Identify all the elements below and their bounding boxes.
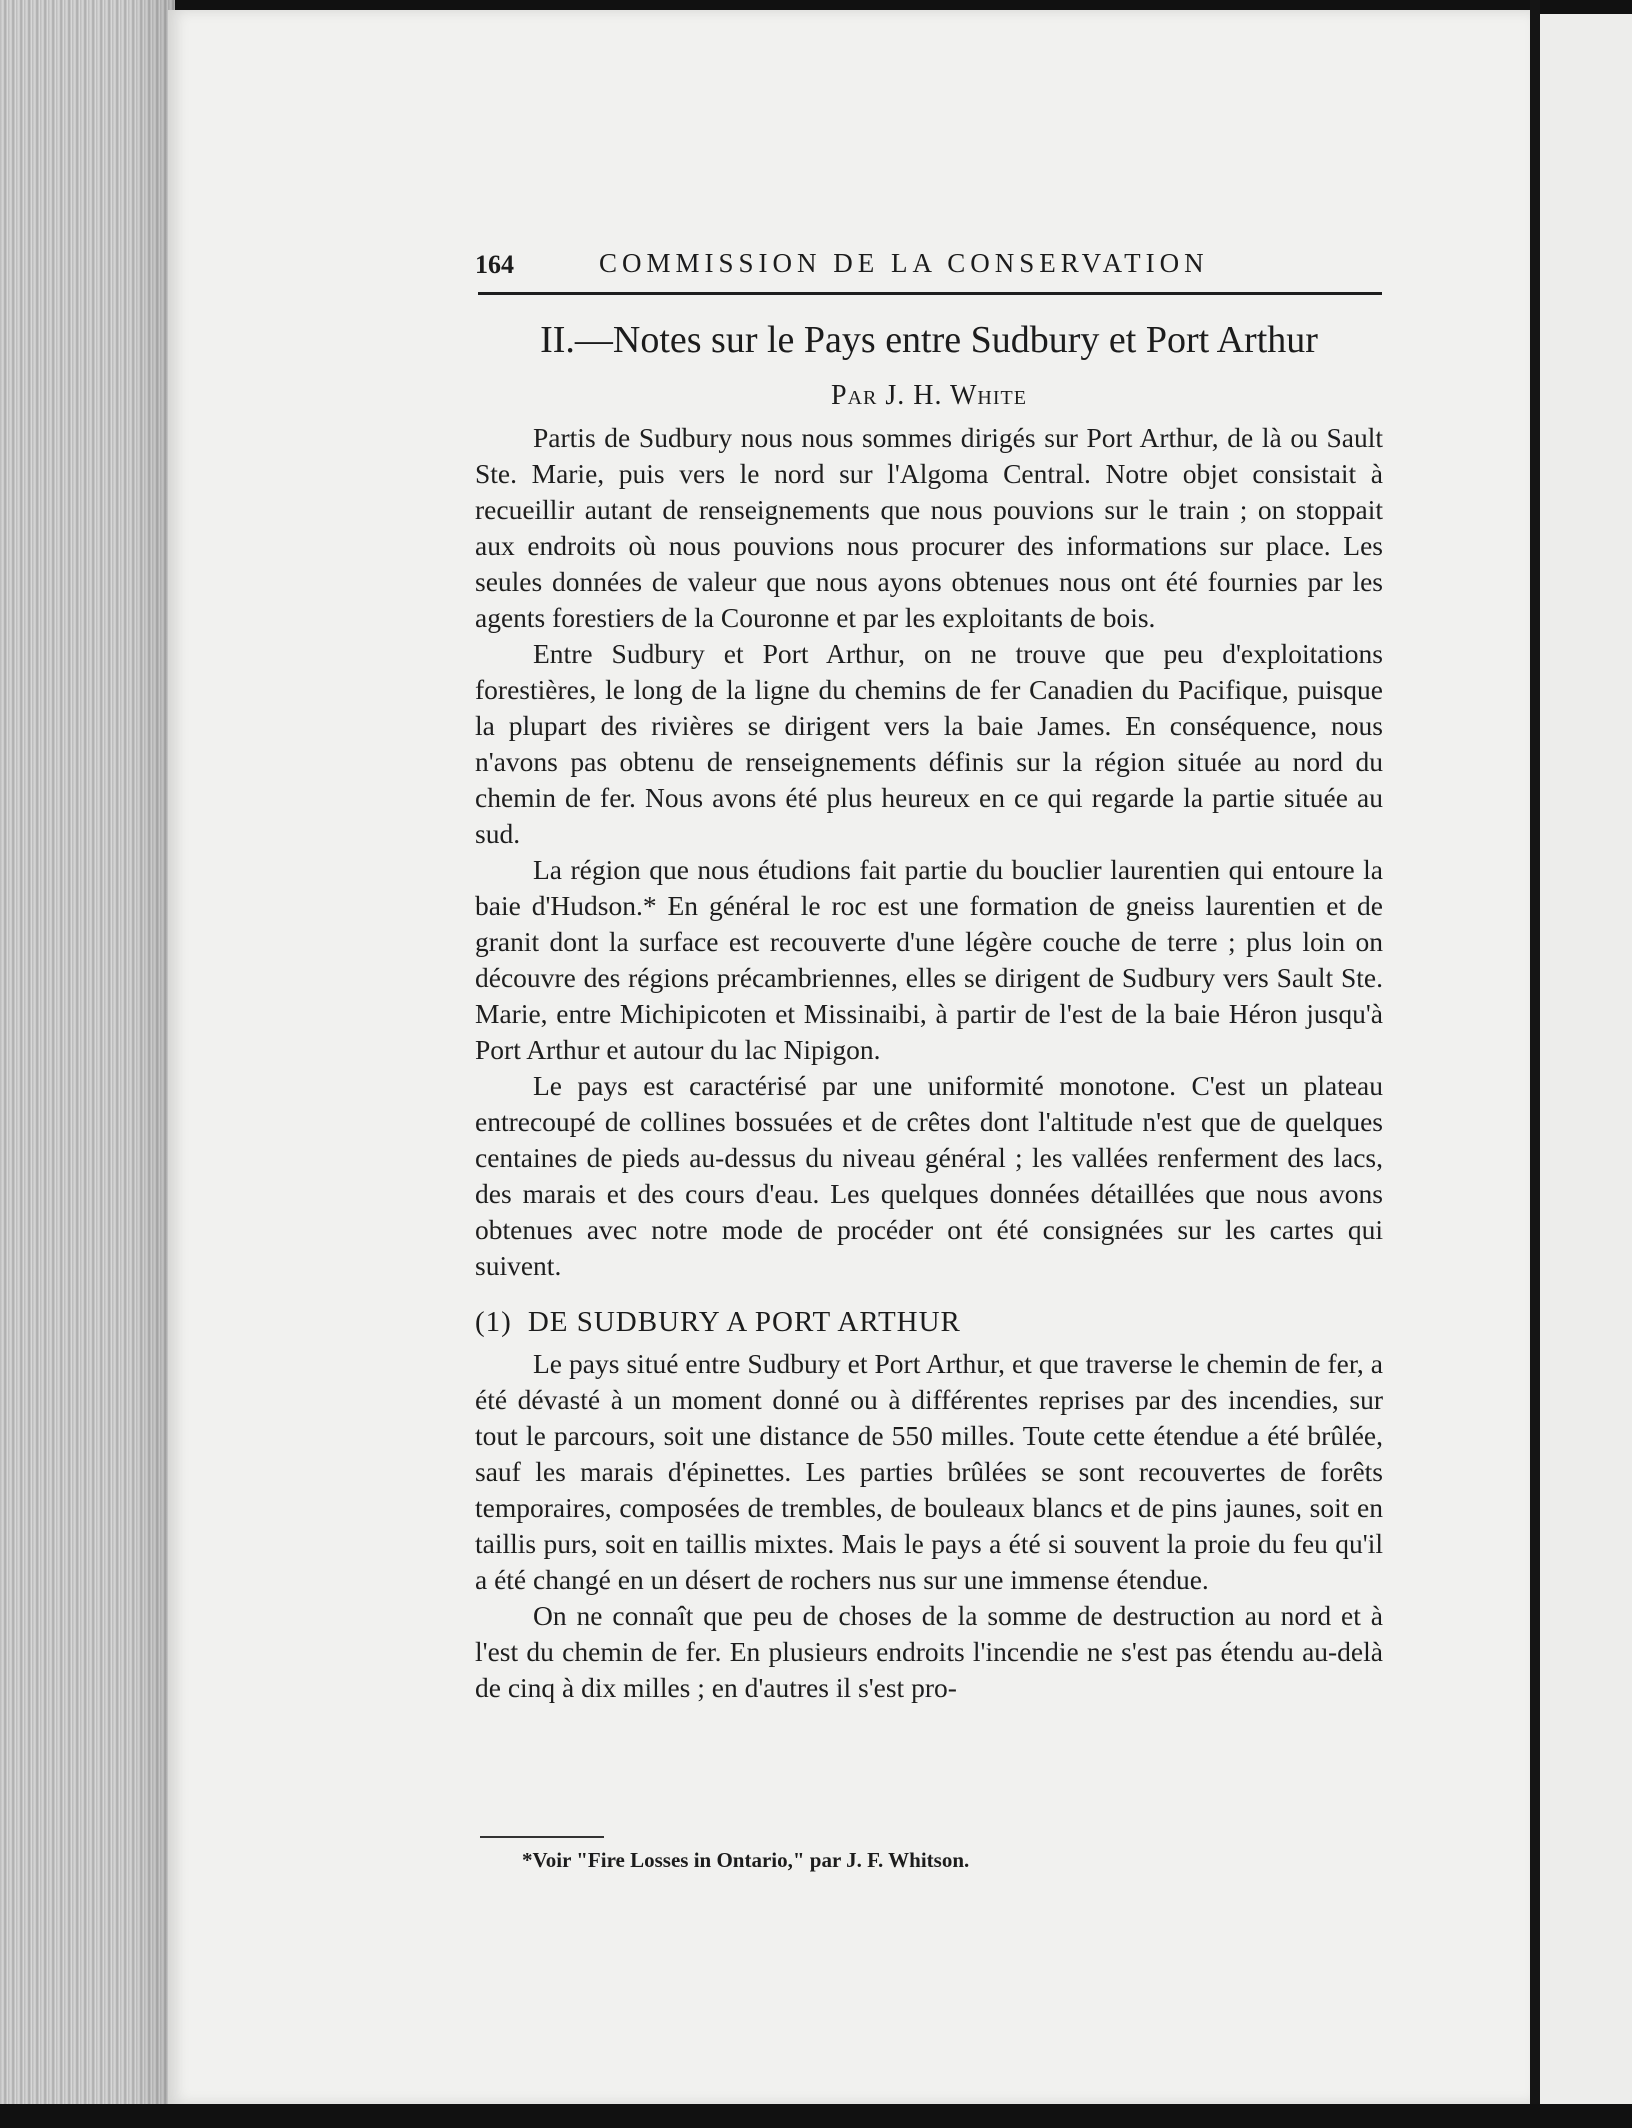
book-gutter bbox=[1530, 0, 1540, 2128]
article-title: II.—Notes sur le Pays entre Sudbury et Port Arthur bbox=[540, 319, 1318, 361]
paragraph: La région que nous étudions fait partie du bouclier laurentien qui entoure la baie d'Hudson.* En général le roc est une formation de gneiss laurentien et de granit dont la surface est recouverte d'une légère couche de terre ; plus loin on découvre des régions précambriennes, elles se dirigent de Sudbury vers Sault Ste. Marie, entre Michipicoten et Missinaibi, à partir de l'est de la baie Héron jusqu'à Port Arthur et autour du lac Nipigon. bbox=[475, 854, 1383, 1065]
page-number: 164 bbox=[475, 250, 514, 279]
paragraph: Le pays est caractérisé par une uniformité monotone. C'est un plateau entrecoupé de collines bossuées et de crêtes dont l'altitude n'est que de quelques centaines de pieds au-dessus du niveau général ; les vallées renferment des lacs, des marais et des cours d'eau. Les quelques données détaillées que nous avons obtenues avec notre mode de procéder ont été consignées sur les cartes qui suivent. bbox=[475, 1070, 1383, 1281]
section-heading bbox=[475, 1304, 1383, 1340]
footnote: *Voir "Fire Losses in Ontario," par J. F. Whitson. bbox=[522, 1848, 970, 1872]
running-title: COMMISSION DE LA CONSERVATION bbox=[599, 248, 1209, 278]
running-head bbox=[475, 250, 1383, 290]
section-number: (1) bbox=[475, 1306, 512, 1338]
paragraph: On ne connaît que peu de choses de la somme de destruction au nord et à l'est du chemin de fer. En plusieurs endroits l'incendie ne s'est pas étendu au-delà de cinq à dix milles ; en d'autres il s'est pro- bbox=[475, 1600, 1383, 1703]
scan-bottom-border bbox=[0, 2104, 1632, 2128]
section-title: DE SUDBURY A PORT ARTHUR bbox=[527, 1306, 961, 1338]
article-body bbox=[475, 420, 1383, 1706]
article-byline: Par J. H. White bbox=[831, 380, 1027, 411]
footnote-rule bbox=[480, 1836, 604, 1838]
header-rule bbox=[478, 292, 1382, 295]
paragraph: Partis de Sudbury nous nous sommes dirigés sur Port Arthur, de là ou Sault Ste. Marie, puis vers le nord sur l'Algoma Central. Notre objet consistait à recueillir autant de renseignements que nous pouvions sur le train ; on stoppait aux endroits où nous pouvions nous procurer des informations sur place. Les seules données de valeur que nous ayons obtenues nous ont été fournies par les agents forestiers de la Couronne et par les exploitants de bois. bbox=[475, 422, 1383, 633]
facing-page-edge bbox=[1540, 14, 1632, 2104]
paragraph: Entre Sudbury et Port Arthur, on ne trouve que peu d'exploitations forestières, le long de la ligne du chemins de fer Canadien du Pacifique, puisque la plupart des rivières se dirigent vers la baie James. En conséquence, nous n'avons pas obtenu de renseignements définis sur la région située au nord du chemin de fer. Nous avons été plus heureux en ce qui regarde la partie située au sud. bbox=[475, 638, 1383, 849]
paragraph: Le pays situé entre Sudbury et Port Arthur, et que traverse le chemin de fer, a été dévasté à un moment donné ou à différentes reprises par des incendies, sur tout le parcours, soit une distance de 550 milles. Toute cette étendue a été brûlée, sauf les marais d'épinettes. Les parties brûlées se sont recouvertes de forêts temporaires, composées de trembles, de bouleaux blancs et de pins jaunes, soit en taillis purs, soit en taillis mixtes. Mais le pays a été si souvent la proie du feu qu'il a été changé en un désert de rochers nus sur une immense étendue. bbox=[475, 1348, 1383, 1595]
